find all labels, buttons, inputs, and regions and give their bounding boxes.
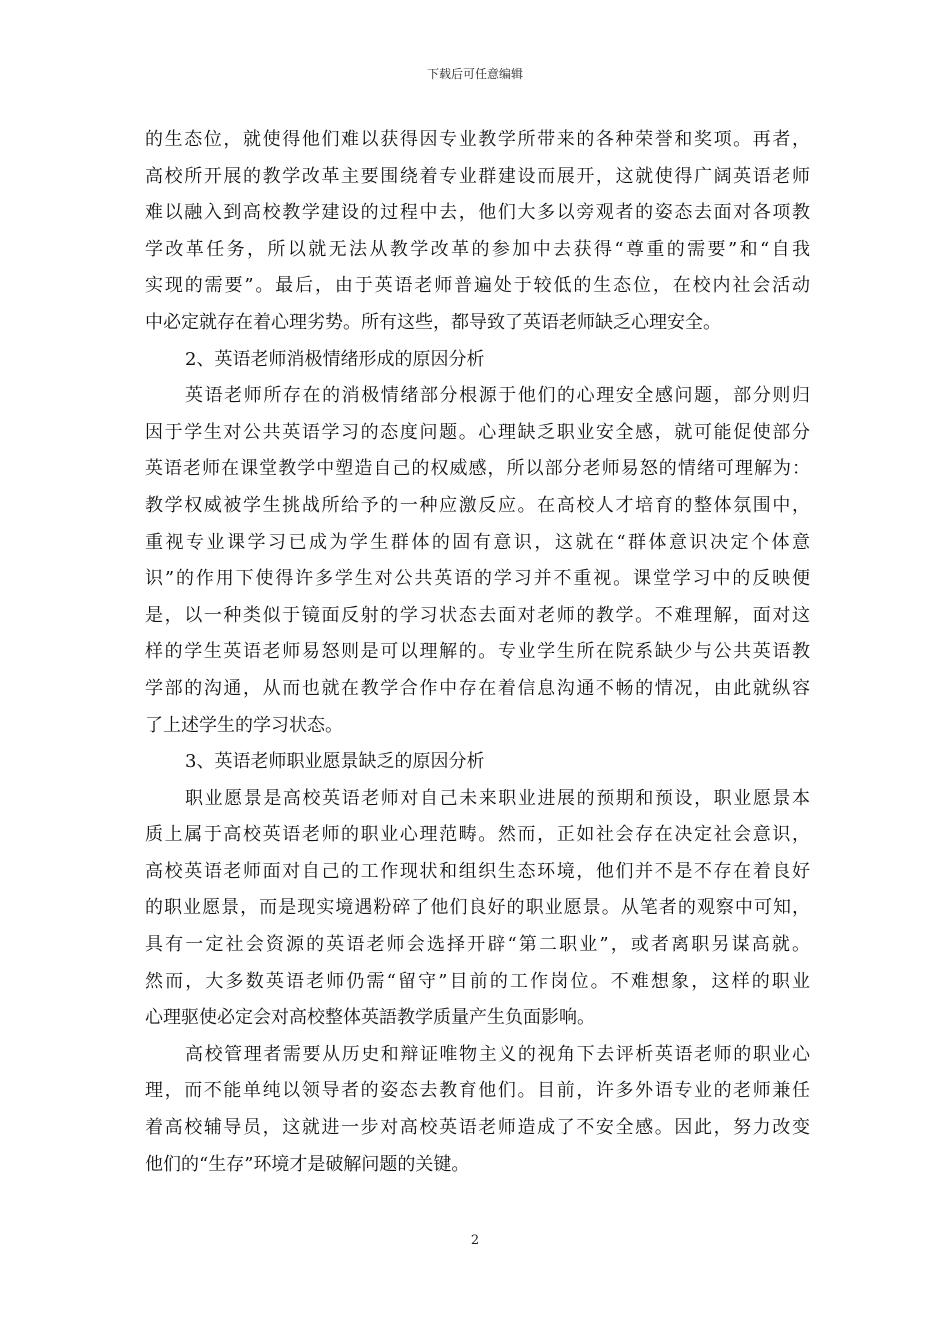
text-line: 英语老师所存在的消极情绪部分根源于他们的心理安全感问题，部分则归	[185, 385, 810, 407]
text-line: 理，而不能单纯以领导者的姿态去教育他们。目前，许多外语专业的老师兼任	[145, 1080, 810, 1102]
text-line: 2、英语老师消极情绪形成的原因分析	[185, 348, 485, 370]
text-line: 的生态位，就使得他们难以获得因专业教学所带来的各种荣誉和奖项。再者，	[145, 129, 810, 150]
text-line: 样的学生英语老师易怒则是可以理解的。专业学生所在院系缺少与公共英语教	[145, 641, 810, 663]
text-line: 高校管理者需要从历史和辩证唯物主义的视角下去评析英语老师的职业心	[185, 1043, 810, 1065]
text-line: 中必定就存在着心理劣势。所有这些，都导致了英语老师缺乏心理安全。	[145, 311, 721, 333]
text-line: 着高校辅导员，这就进一步对高校英语老师造成了不安全感。因此，努力改变	[145, 1117, 810, 1139]
text-line: 因于学生对公共英语学习的态度问题。心理缺乏职业安全感，就可能促使部分	[145, 421, 810, 443]
text-line: 具有一定社会资源的英语老师会选择开辟“第二职业”，或者离职另谋高就。	[145, 934, 810, 956]
text-line: 英语老师在课堂教学中塑造自己的权威感，所以部分老师易怒的情绪可理解为：	[145, 458, 810, 480]
text-line: 教学权威被学生挑战所给予的一种应激反应。在高校人才培育的整体氛围中，	[145, 494, 810, 516]
text-line: 3、英语老师职业愿景缺乏的原因分析	[185, 751, 485, 773]
text-line: 然而，大多数英语老师仍需“留守”目前的工作岗位。不难想象，这样的职业	[145, 970, 810, 992]
text-line: 高校英语老师面对自己的工作现状和组织生态环境，他们并不是不存在着良好	[145, 860, 810, 882]
text-line: 是，以一种类似于镜面反射的学习状态去面对老师的教学。不难理解，面对这	[145, 604, 810, 626]
text-line: 心理驱使必定会对高校整体英語教学质量产生负面影响。	[145, 1007, 595, 1029]
text-line: 质上属于高校英语老师的职业心理范畴。然而，正如社会存在决定社会意识，	[145, 824, 810, 846]
text-line: 学改革任务，所以就无法从教学改革的参加中去获得“尊重的需要”和“自我	[145, 238, 810, 260]
body-text	[145, 122, 810, 1183]
text-line: 难以融入到高校教学建设的过程中去，他们大多以旁观者的姿态去面对各项教	[145, 202, 810, 224]
text-line: 实现的需要”。最后，由于英语老师普遍处于较低的生态位，在校内社会活动	[145, 275, 810, 297]
text-line: 职业愿景是高校英语老师对自己未来职业进展的预期和预设，职业愿景本	[185, 787, 810, 809]
text-line: 重视专业课学习已成为学生群体的固有意识，这就在“群体意识决定个体意	[145, 531, 810, 553]
text-line: 他们的“生存”环境才是破解问题的关键。	[145, 1153, 470, 1175]
text-line: 高校所开展的教学改革主要围绕着专业群建设而展开，这就使得广阔英语老师	[145, 165, 810, 187]
page-number: 2	[470, 1233, 480, 1248]
text-line: 学部的沟通，从而也就在教学合作中存在着信息沟通不畅的情况，由此就纵容	[145, 677, 810, 699]
text-line: 识”的作用下使得许多学生对公共英语的学习并不重视。课堂学习中的反映便	[145, 568, 810, 590]
text-line: 了上述学生的学习状态。	[145, 714, 343, 736]
page-header: 下载后可任意编辑	[426, 67, 523, 81]
text-line: 的职业愿景，而是现实境遇粉碎了他们良好的职业愿景。从笔者的观察中可知，	[145, 897, 810, 919]
